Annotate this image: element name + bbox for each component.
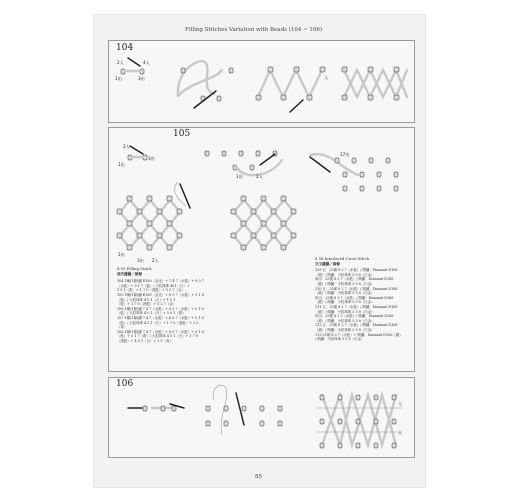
- step-106-diagonal: [206, 385, 282, 435]
- section-106-number: 106: [116, 379, 134, 389]
- label-2in-105b: 2入: [256, 174, 263, 179]
- caption-right-line: / 間繡：小粒珠珠 5 5 8（白金）: [315, 337, 365, 342]
- caption-right-line: 串出：25號 8 2 7（水藍）/ 間繡：Diamant D168: [315, 295, 394, 300]
- header-range: (104 ~ 106): [288, 27, 323, 33]
- caption-left-line: （淺藍）+ 4 0 1（白）+ 2 5（黃）: [117, 338, 173, 343]
- caption-left-line: （藍）+ 5 1 7（藍）/ 大粒珠珠 4 0 1（白）+ 1 7 0: [117, 334, 199, 339]
- caption-left-line: （藍）/ 大粒珠珠 4 0 1（白）+ 1 0 1: [117, 297, 176, 302]
- caption-left-title: 8.95 Filling Stitch: [117, 266, 152, 271]
- caption-left-line: 107 1種(1條)繡 7 4 7（水藍）+ 8 0 7（水藍）+ 5 1 8: [117, 315, 204, 320]
- caption-right-title: 8.58 Interlaced Cross Stitch: [315, 256, 370, 261]
- caption-left-line: （水藍）+ 5 1 7（藍）/ 大粒珠珠 401（白）+: [117, 283, 190, 288]
- label-4in: 4入: [143, 60, 150, 65]
- label-in: 入: [324, 75, 329, 80]
- caption-left-subtitle: 填充繡圖／綠條: [117, 271, 143, 276]
- caption-left-line: 104 1種(1條)繡 E180（金光）+ 7 4 7（水藍）+ 8 0 7: [117, 279, 204, 284]
- caption-right-line: （銀）/ 間繡：小粒珠珠 5 5 8（白金）: [315, 281, 375, 286]
- caption-right-line: 113 25號 8 2 7（水藍）+ 間繡：Diamant D168（銀）: [315, 332, 403, 337]
- caption-right-line: 串出：25號 8 2 7（水藍）/ 間繡：Diamant D168: [315, 314, 394, 319]
- label-3out-105: 3出: [148, 156, 155, 161]
- caption-right-line: 110 五：25號 8 2 7（水藍）/ 間繡：Diamant D168: [315, 286, 398, 291]
- caption-left-line: 105 1種(1條)繡 E180（金光）+ 8 0 7（水藍）+ 5 1 8: [117, 292, 204, 297]
- label-3out-105c: 3出: [137, 258, 144, 263]
- caption-right-line: （銀）/ 間繡：小粒珠珠 5 5 8（白金）: [315, 291, 375, 296]
- caption-left-line: （藍）+ 1 7 0（淺藍）+ 5 2 7（金）: [117, 302, 176, 307]
- caption-right-line: 112 五：25號 8 2 7（水藍）/ 間繡：Diamant D168: [315, 323, 398, 328]
- header-title: Filling Stitches Variation with Beads: [185, 27, 287, 33]
- caption-right-line: （銀）/ 間繡：小粒珠珠 5 5 8（白金）: [315, 318, 375, 323]
- caption-left-line: 108 1種(1條)繡 7 4 7（水藍）+ 8 0 7（水藍）+ 5 1 8: [117, 329, 204, 334]
- label-2in-105c: 2入: [152, 258, 159, 263]
- caption-right-subtitle: 交叉繡圖／綠條: [315, 261, 341, 266]
- caption-left-line: （藍）/ 大粒珠珠 4 0 1（白）+ 5 0 1（藍）: [117, 311, 186, 316]
- label-3out: 3出: [138, 76, 145, 81]
- caption-right-line: （銀）/ 間繡：小粒珠珠 5 5 8（白金）: [315, 272, 375, 277]
- caption-right-line: 串出：25號 8 2 7（水藍）/ 間繡：Diamant D168: [315, 277, 394, 282]
- caption-left-line: （黃）: [117, 325, 128, 330]
- label-1out-105: 1出: [118, 162, 125, 167]
- caption-left-line: （藍）/ 大粒珠珠 4 0 1（白）+ 1 7 0（淺藍）+ 2 5: [117, 320, 199, 325]
- caption-right-line: （銀）/ 間繡：小粒珠珠 5 5 8（白金）: [315, 309, 375, 314]
- caption-right-line: 109 五：25號 8 2 7（水藍）/ 間繡：Diamant D168: [315, 268, 398, 273]
- label-in-106a: 入: [398, 401, 403, 406]
- label-in-106b: 入: [398, 430, 403, 435]
- lattice-106: [316, 395, 403, 448]
- label-1out: 1出: [115, 76, 122, 81]
- caption-left-line: 106 1種(1條)繡 7 4 7（水藍）+ 8 0 7（水藍）+ 5 1 8: [117, 306, 204, 311]
- caption-right-line: （銀）/ 間繡：小粒珠珠 5 5 8（白金）: [315, 327, 375, 332]
- label-1out-105c: 1出: [118, 252, 125, 257]
- section-104-number: 104: [116, 43, 134, 53]
- label-2in: 2入: [117, 60, 124, 65]
- section-105-number: 105: [173, 129, 191, 139]
- label-17out: 17出: [340, 152, 350, 157]
- step-106-start: [128, 404, 184, 411]
- page-number: 85: [255, 474, 262, 480]
- caption-right-line: 111 五：25號 8 2 7（水藍）/ 間繡：Diamant D168: [315, 304, 398, 309]
- label-1out-105b: 1出: [236, 174, 243, 179]
- label-2in-105: 2入: [123, 144, 130, 149]
- caption-left-line: 1 0 1（藍）+ 1 7 0（淺藍）+ 5 2 7（金）: [117, 288, 185, 293]
- caption-right-line: （銀）/ 間繡：小粒珠珠 5 5 8（白金）: [315, 300, 375, 305]
